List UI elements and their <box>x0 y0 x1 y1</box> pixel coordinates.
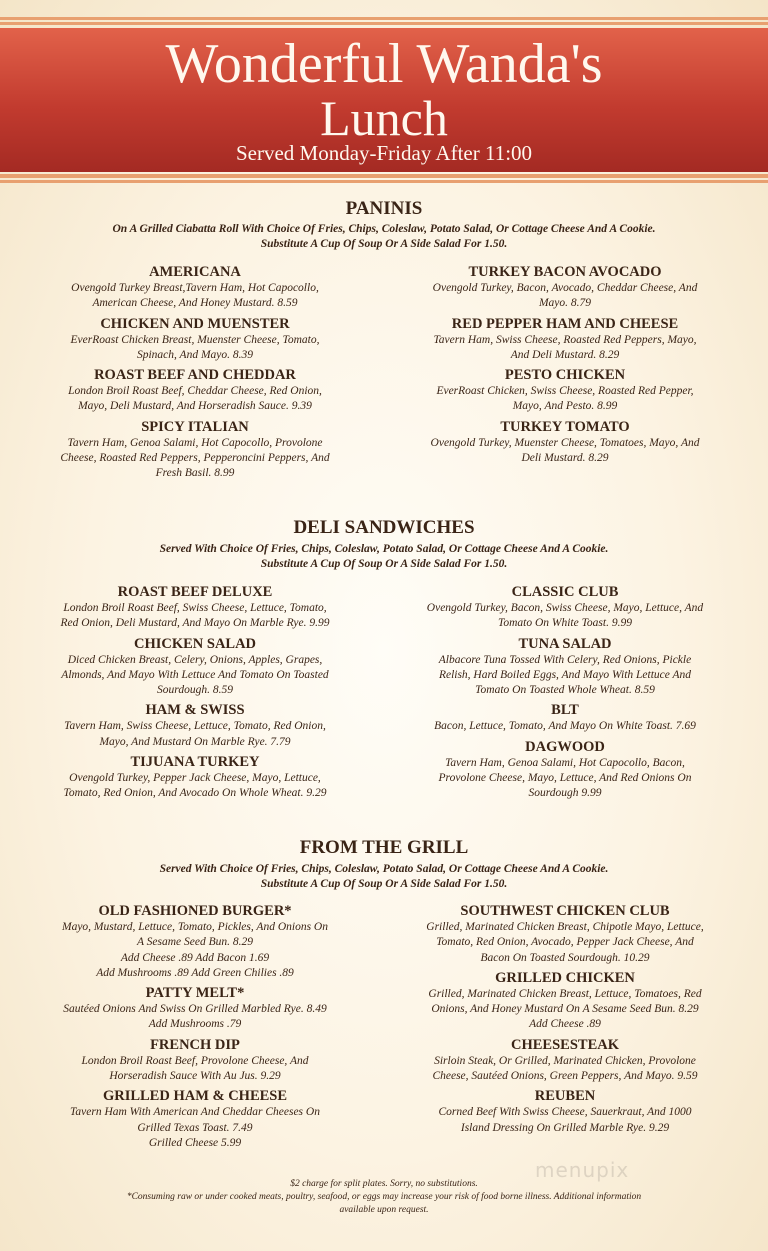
menu-item-description <box>385 653 745 699</box>
menu-item <box>20 984 370 1033</box>
description-line: Relish, Hard Boiled Eggs, And Mayo With Lettuce And <box>438 668 692 681</box>
description-line: Grilled, Marinated Chicken Breast, Chipotle Mayo, Lettuce, <box>426 921 704 933</box>
description-line: Ovengold Turkey, Muenster Cheese, Tomatoes, Mayo, And <box>430 436 700 449</box>
description-line: Add Mushrooms .79 <box>148 1018 242 1031</box>
menu-item-description <box>385 384 745 415</box>
footer-notes <box>40 1178 728 1217</box>
menu-item-description <box>20 333 370 364</box>
description-line: Almonds, And Mayo With Lettuce And Tomato On Toasted <box>61 668 329 681</box>
description-line: Cheese, Roasted Red Peppers, Pepperoncini Peppers, And <box>60 452 330 465</box>
description-line: Mayo, And Pesto. 8.99 <box>512 400 618 413</box>
description-line: Tomato On White Toast. 9.99 <box>498 617 632 630</box>
menu-item <box>20 418 370 482</box>
description-line: Sirloin Steak, Or Grilled, Marinated Chicken, Provolone <box>434 1054 696 1067</box>
menu-item-description <box>20 719 370 750</box>
description-line: Fresh Basil. 8.99 <box>155 467 235 480</box>
menu-title: Wonderful Wanda's <box>165 33 603 95</box>
description-line: Diced Chicken Breast, Celery, Onions, Apples, Grapes, <box>67 653 323 666</box>
menu-item <box>385 583 745 632</box>
description-line: Ovengold Turkey, Bacon, Swiss Cheese, Mayo, Lettuce, And <box>426 602 704 614</box>
menu-item <box>385 366 745 415</box>
menu-item-description <box>385 920 745 966</box>
menu-item-description <box>20 1105 370 1151</box>
description-line: Mayo. 8.79 <box>538 297 592 310</box>
menu-item-description <box>385 601 745 632</box>
menu-item-description <box>385 281 745 312</box>
description-line: Corned Beef With Swiss Cheese, Sauerkraut, And 1000 <box>438 1106 692 1119</box>
menu-item <box>385 315 745 364</box>
deli-right-column <box>385 583 745 802</box>
section-title-deli-sandwiches: DELI SANDWICHES <box>293 517 475 538</box>
description-line: Albacore Tuna Tossed With Celery, Red Onions, Pickle <box>438 653 692 666</box>
menu-item-name: CHICKEN SALAD <box>133 635 257 652</box>
health-warning-cont: available upon request. <box>339 1205 429 1215</box>
description-line: Tavern Ham With American And Cheddar Cheeses On <box>70 1106 320 1119</box>
grill-left-column <box>20 902 370 1151</box>
description-line: Sourdough 9.99 <box>528 787 602 800</box>
menu-item <box>20 366 370 415</box>
description-line: Mayo, Deli Mustard, And Horseradish Sauce. 9.39 <box>78 400 312 413</box>
description-line: Tomato On Toasted Whole Wheat. 8.59 <box>475 684 655 697</box>
menu-item <box>20 902 370 981</box>
description-line: Provolone Cheese, Mayo, Lettuce, And Red Onions On <box>438 772 692 785</box>
description-line: Cheese, Sautéed Onions, Green Peppers, And Mayo. 9.59 <box>432 1070 698 1083</box>
description-line: Tavern Ham, Swiss Cheese, Roasted Red Peppers, Mayo, <box>433 333 697 346</box>
section-note-grill: Served With Choice Of Fries, Chips, Coleslaw, Potato Salad, Or Cottage Cheese And A Cookie. Substitute A Cup Of Soup Or A Side Salad For 1.50. <box>159 863 609 890</box>
menu-item <box>385 969 745 1033</box>
paninis-right-column <box>385 263 745 466</box>
section-title-from-the-grill: FROM THE GRILL <box>299 837 469 858</box>
menu-item-name: AMERICANA <box>149 264 241 280</box>
menu-item-description <box>385 436 745 467</box>
description-line: Ovengold Turkey Breast,Tavern Ham, Hot Capocollo, <box>71 282 319 294</box>
description-line: Horseradish Sauce With Au Jus. 9.29 <box>109 1070 281 1083</box>
description-line: Island Dressing On Grilled Marble Rye. 9.29 <box>460 1121 670 1134</box>
menu-item-name: ROAST BEEF DELUXE <box>117 584 273 600</box>
menu-item-description <box>20 384 370 415</box>
description-line: Grilled, Marinated Chicken Breast, Lettuce, Tomatoes, Red <box>428 987 702 1000</box>
menu-item <box>20 635 370 699</box>
menu-item <box>20 1036 370 1085</box>
serving-hours: Served Monday-Friday After 11:00 <box>235 141 533 165</box>
menu-item-name: REUBEN <box>534 1088 596 1105</box>
menu-item-name: TUNA SALAD <box>518 635 612 652</box>
menu-item-name: GRILLED CHICKEN <box>495 969 635 986</box>
menu-item <box>20 753 370 802</box>
menu-item-description <box>385 1054 745 1085</box>
description-line: Ovengold Turkey, Bacon, Avocado, Cheddar Cheese, And <box>432 282 698 294</box>
description-line: Mayo, And Mustard On Marble Rye. 7.79 <box>99 735 291 748</box>
description-line: Tavern Ham, Genoa Salami, Hot Capocollo, Provolone <box>67 436 323 449</box>
menu-item <box>385 635 745 699</box>
menu-item <box>20 1087 370 1151</box>
menu-item-description <box>20 281 370 312</box>
description-line: London Broil Roast Beef, Swiss Cheese, Lettuce, Tomato, <box>63 602 327 614</box>
menu-item-description <box>20 920 370 981</box>
banner-stripe <box>0 174 768 178</box>
menu-item-description <box>20 653 370 699</box>
menu-item <box>20 315 370 364</box>
menu-item-description <box>385 333 745 364</box>
banner-stripe <box>0 180 768 183</box>
top-stripe <box>0 17 768 20</box>
menu-item-name: PATTY MELT* <box>145 985 245 1002</box>
description-line: Mayo, Mustard, Lettuce, Tomato, Pickles, And Onions On <box>62 921 328 933</box>
grill-right-column <box>385 902 745 1136</box>
description-line: Grilled Texas Toast. 7.49 <box>137 1121 253 1134</box>
menu-item-description <box>20 601 370 632</box>
deli-left-column <box>20 583 370 802</box>
section-title-paninis: PANINIS <box>345 198 423 219</box>
menu-item-name: HAM & SWISS <box>145 702 245 719</box>
menu-item-description <box>385 719 745 734</box>
menu-item-name: RED PEPPER HAM AND CHEESE <box>451 315 679 332</box>
menu-item-name: CLASSIC CLUB <box>511 584 619 600</box>
health-warning: *Consuming raw or under cooked meats, poultry, seafood, or eggs may increase your risk of food borne illness. Additional information <box>126 1192 642 1202</box>
menu-item <box>385 263 745 312</box>
menu-item <box>385 1087 745 1136</box>
menu-item <box>385 902 745 966</box>
description-line: Spinach, And Mayo. 8.39 <box>136 348 254 361</box>
description-line: Sourdough. 8.59 <box>157 684 233 697</box>
section-note-deli: Served With Choice Of Fries, Chips, Coleslaw, Potato Salad, Or Cottage Cheese And A Cookie. Substitute A Cup Of Soup Or A Side Salad For 1.50. <box>159 543 609 570</box>
top-stripe <box>0 22 768 25</box>
description-line: Add Cheese .89 <box>529 1018 601 1031</box>
description-line: London Broil Roast Beef, Provolone Cheese, And <box>81 1054 309 1067</box>
menu-item-name: GRILLED HAM & CHEESE <box>102 1088 288 1105</box>
menu-item-name: CHICKEN AND MUENSTER <box>100 315 290 332</box>
split-plate-note: $2 charge for split plates. Sorry, no substitutions. <box>290 1179 478 1189</box>
menu-item-description <box>20 436 370 482</box>
menu-item-description <box>385 987 745 1033</box>
menu-item <box>385 701 745 734</box>
menu-item-name: TURKEY BACON AVOCADO <box>468 264 662 280</box>
menu-item <box>385 738 745 802</box>
menu-item-description <box>385 1105 745 1136</box>
description-line: Deli Mustard. 8.29 <box>521 452 609 465</box>
menu-item-name: ROAST BEEF AND CHEDDAR <box>94 367 296 384</box>
menu-item <box>20 583 370 632</box>
description-line: And Deli Mustard. 8.29 <box>510 348 620 361</box>
watermark: menupix <box>535 1158 630 1182</box>
menu-item <box>385 1036 745 1085</box>
description-line: Tomato, Red Onion, And Avocado On Whole Wheat. 9.29 <box>63 787 327 800</box>
paninis-left-column <box>20 263 370 482</box>
description-line: Ovengold Turkey, Pepper Jack Cheese, Mayo, Lettuce, <box>69 772 321 785</box>
menu-item <box>20 263 370 312</box>
menu-item-name: SOUTHWEST CHICKEN CLUB <box>460 903 670 919</box>
menu-item-name: CHEESESTEAK <box>511 1036 619 1053</box>
menu-item-name: FRENCH DIP <box>150 1036 240 1053</box>
menu-item <box>385 418 745 467</box>
menu-item <box>20 701 370 750</box>
description-line: Tomato, Red Onion, Avocado, Pepper Jack Cheese, And <box>436 936 694 949</box>
menu-item-name: PESTO CHICKEN <box>504 367 626 384</box>
description-line: Add Mushrooms .89 Add Green Chilies .89 <box>96 966 294 979</box>
section-note-paninis: On A Grilled Ciabatta Roll With Choice Of Fries, Chips, Coleslaw, Potato Salad, Or Cottage Cheese And A Cookie. Substitute A Cup Of Soup Or A Side Salad For 1.50. <box>112 223 656 250</box>
menu-item-name: OLD FASHIONED BURGER* <box>98 903 292 919</box>
menu-item-name: TIJUANA TURKEY <box>130 754 260 771</box>
description-line: A Sesame Seed Bun. 8.29 <box>136 936 254 949</box>
description-line: Tavern Ham, Swiss Cheese, Lettuce, Tomato, Red Onion, <box>64 720 326 733</box>
menu-item-name: DAGWOOD <box>525 738 605 755</box>
header-banner <box>0 28 768 172</box>
description-line: London Broil Roast Beef, Cheddar Cheese, Red Onion, <box>68 385 322 398</box>
description-line: EverRoast Chicken, Swiss Cheese, Roasted Red Pepper, <box>436 385 694 398</box>
menu-item-description <box>20 1002 370 1033</box>
description-line: Onions, And Honey Mustard On A Sesame Seed Bun. 8.29 <box>431 1003 699 1016</box>
description-line: Bacon, Lettuce, Tomato, And Mayo On White Toast. 7.69 <box>434 720 696 733</box>
description-line: Sautéed Onions And Swiss On Grilled Marbled Rye. 8.49 <box>63 1003 327 1016</box>
description-line: Add Cheese .89 Add Bacon 1.69 <box>120 951 270 964</box>
menu-item-name: BLT <box>551 702 579 719</box>
menu-item-description <box>385 756 745 802</box>
description-line: EverRoast Chicken Breast, Muenster Cheese, Tomato, <box>70 333 320 346</box>
menu-item-name: SPICY ITALIAN <box>141 418 249 435</box>
description-line: Red Onion, Deli Mustard, And Mayo On Marble Rye. 9.99 <box>60 617 330 630</box>
menu-item-description <box>20 1054 370 1085</box>
menu-title-lunch: Lunch <box>320 90 448 146</box>
description-line: Grilled Cheese 5.99 <box>148 1136 242 1149</box>
description-line: Tavern Ham, Genoa Salami, Hot Capocollo, Bacon, <box>445 756 685 769</box>
description-line: American Cheese, And Honey Mustard. 8.59 <box>92 297 298 310</box>
menu-item-description <box>20 771 370 802</box>
menu-item-name: TURKEY TOMATO <box>500 418 630 435</box>
description-line: Bacon On Toasted Sourdough. 10.29 <box>480 951 650 964</box>
